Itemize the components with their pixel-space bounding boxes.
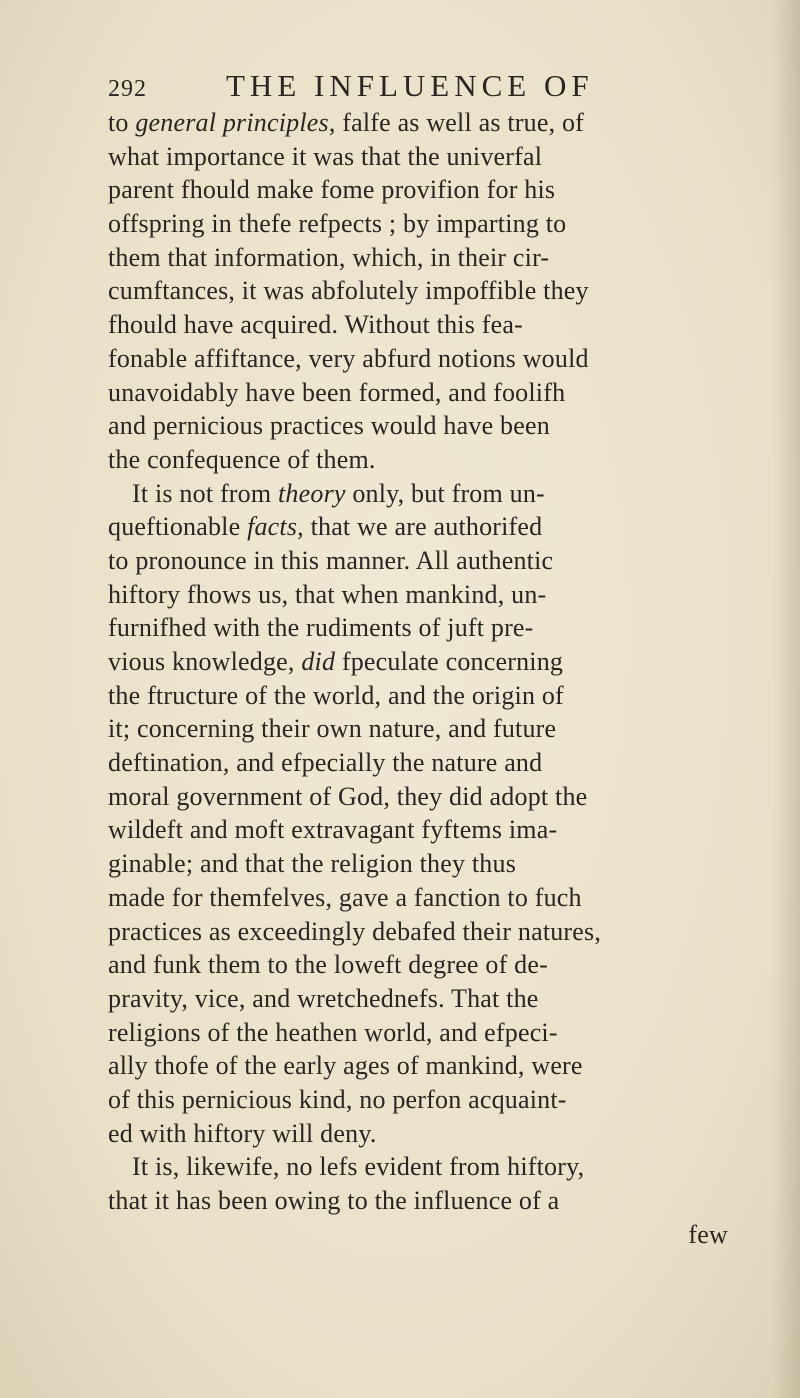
text-segment: and funk them to the loweft degree of de-: [108, 950, 548, 980]
text-line: [108, 443, 788, 477]
text-line: [108, 241, 788, 275]
italic-text: did: [301, 647, 336, 676]
page-header: [108, 68, 728, 108]
text-line: [108, 477, 788, 511]
text-segment: ally thofe of the early ages of mankind, were: [108, 1051, 583, 1081]
text-segment: only, but from un-: [345, 478, 545, 508]
text-line: [108, 645, 788, 679]
catchword-line: [108, 1218, 788, 1252]
italic-text: facts: [247, 512, 298, 542]
text-line: [108, 915, 788, 949]
text-segment: ed with hiftory will deny.: [108, 1118, 377, 1148]
text-segment: the confequence of them.: [108, 444, 376, 474]
text-segment: fpeculate concerning: [335, 647, 564, 676]
text-line: [108, 1184, 788, 1218]
text-segment: fhould have acquired. Without this fea-: [108, 310, 523, 340]
text-segment: parent fhould make fome provifion for his: [108, 175, 556, 205]
text-segment: practices as exceedingly debafed their natures,: [108, 916, 602, 946]
text-segment: religions of the heathen world, and efpeci-: [108, 1017, 558, 1047]
text-segment: and pernicious practices would have been: [108, 411, 550, 441]
text-segment: of this pernicious kind, no perfon acquaint-: [108, 1084, 567, 1114]
text-segment: moral government of God, they did adopt the: [108, 781, 588, 811]
body-text: [108, 106, 788, 1251]
text-segment: to: [108, 108, 136, 137]
text-segment: It is, likewife, no lefs evident from hiftory,: [132, 1152, 585, 1182]
text-line: [108, 881, 788, 915]
text-segment: the ftructure of the world, and the origin of: [108, 680, 564, 710]
text-segment: cumftances, it was abfolutely impoffible they: [108, 276, 589, 306]
text-segment: , that we are authorifed: [297, 512, 543, 542]
text-line: [108, 544, 788, 578]
text-line: [108, 578, 788, 612]
text-line: [108, 712, 788, 746]
text-segment: hiftory fhows us, that when mankind, un-: [108, 579, 547, 609]
text-segment: deftination, and efpecially the nature and: [108, 748, 543, 778]
text-line: [108, 948, 788, 982]
text-line: [108, 611, 788, 645]
text-segment: wildeft and moft extravagant fyftems ima-: [108, 815, 558, 845]
text-line: [108, 1016, 788, 1050]
italic-text: theory: [278, 478, 346, 508]
text-line: [108, 274, 788, 308]
text-segment: what importance it was that the univerfal: [108, 141, 543, 171]
text-line: [108, 847, 788, 881]
text-line: [108, 1083, 788, 1117]
text-line: [108, 982, 788, 1016]
text-segment: made for themfelves, gave a fanction to fuch: [108, 882, 582, 912]
page-number: 292: [108, 76, 147, 102]
text-line: [108, 780, 788, 814]
text-line: [108, 813, 788, 847]
text-segment: them that information, which, in their cir-: [108, 242, 550, 272]
text-line: [108, 376, 788, 410]
catchword: few: [688, 1219, 728, 1249]
text-segment: vious knowledge,: [108, 647, 302, 676]
text-line: [108, 308, 788, 342]
text-segment: , falfe as well as true, of: [328, 108, 585, 137]
text-segment: to pronounce in this manner. All authentic: [108, 545, 554, 575]
text-segment: offspring in thefe refpects ; by imparting to: [108, 209, 567, 239]
text-line: [108, 1150, 788, 1184]
text-line: [108, 1117, 788, 1151]
text-segment: pravity, vice, and wretchednefs. That the: [108, 983, 539, 1013]
text-line: [108, 409, 788, 443]
text-line: [108, 342, 788, 376]
text-segment: it; concerning their own nature, and future: [108, 714, 557, 744]
text-segment: that it has been owing to the influence of a: [108, 1186, 560, 1215]
text-line: [108, 207, 788, 241]
text-segment: unavoidably have been formed, and foolifh: [108, 377, 566, 407]
text-segment: furnifhed with the rudiments of juft pre-: [108, 613, 534, 643]
running-title: THE INFLUENCE OF: [226, 68, 594, 103]
text-line: [108, 140, 788, 174]
text-line: [108, 1049, 788, 1083]
text-line: [108, 106, 788, 140]
text-line: [108, 679, 788, 713]
text-segment: queftionable: [108, 512, 248, 542]
text-line: [108, 746, 788, 780]
text-line: [108, 510, 788, 544]
text-segment: fonable affiftance, very abfurd notions would: [108, 343, 589, 373]
text-segment: It is not from: [132, 478, 278, 508]
text-segment: ginable; and that the religion they thus: [108, 849, 517, 879]
italic-text: general principles: [135, 108, 329, 137]
text-line: [108, 173, 788, 207]
